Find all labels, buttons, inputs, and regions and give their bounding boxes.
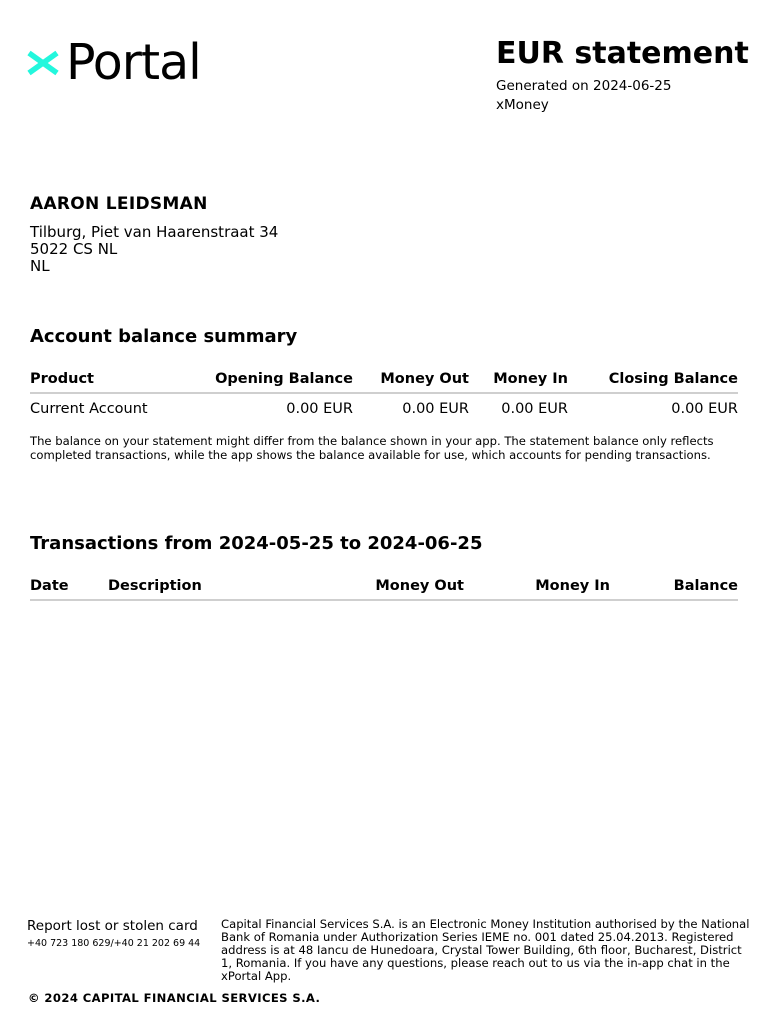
- lost-card-label: Report lost or stolen card: [27, 918, 198, 934]
- column-header: Money In: [469, 366, 568, 393]
- column-header: Closing Balance: [568, 366, 738, 393]
- balance-note: The balance on your statement might differ from the balance shown in your app. The statement balance only reflects completed transactions, while the app shows the balance available for use, which accounts for pending transactions.: [30, 434, 714, 462]
- column-header: Money Out: [353, 366, 469, 393]
- statement-title: EUR statement: [496, 36, 749, 71]
- address-line: NL: [30, 257, 50, 275]
- table-header-row: [30, 366, 738, 393]
- column-header: Product: [30, 366, 180, 393]
- issuer-name: xMoney: [496, 97, 549, 113]
- generated-date: Generated on 2024-06-25: [496, 78, 672, 94]
- closing-balance-cell: 0.00 EUR: [671, 401, 738, 417]
- money-in-cell: 0.00 EUR: [501, 401, 568, 417]
- copyright: © 2024 CAPITAL FINANCIAL SERVICES S.A.: [28, 991, 321, 1005]
- transactions-title: Transactions from 2024-05-25 to 2024-06-25: [30, 533, 483, 554]
- legal-disclaimer: Capital Financial Services S.A. is an Electronic Money Institution authorised by the National Bank of Romania under Authorization Series IEME no. 001 dated 25.04.2013. Registered address is at 48 Iancu de Hunedoara, Crystal Tower Building, 6th floor, Bucharest, District 1, Romania. If you have any questions, please reach out to us via the in-app chat in the xPortal App.: [221, 917, 750, 983]
- product-cell: Current Account: [30, 401, 148, 417]
- support-phone: +40 723 180 629/+40 21 202 69 44: [27, 938, 201, 949]
- balance-summary-table: [30, 366, 738, 424]
- table-row: [30, 393, 738, 424]
- address-line: 5022 CS NL: [30, 240, 118, 258]
- x-logo-icon: [26, 49, 60, 77]
- transactions-table: [30, 573, 738, 601]
- lost-card-block: [27, 918, 212, 949]
- logo-wordmark: Portal: [66, 34, 201, 91]
- money-out-cell: 0.00 EUR: [402, 401, 469, 417]
- xportal-logo: [26, 34, 201, 91]
- column-header: Description: [108, 573, 288, 600]
- recipient-block: [30, 194, 278, 275]
- column-header: Date: [30, 573, 108, 600]
- column-header: Opening Balance: [180, 366, 353, 393]
- table-header-row: [30, 573, 738, 600]
- column-header: Money In: [464, 573, 610, 600]
- opening-balance-cell: 0.00 EUR: [286, 401, 353, 417]
- column-header: Balance: [610, 573, 738, 600]
- statement-header: [496, 36, 749, 115]
- column-header: Money Out: [288, 573, 464, 600]
- address-line: Tilburg, Piet van Haarenstraat 34: [30, 223, 279, 241]
- recipient-name: AARON LEIDSMAN: [30, 194, 208, 214]
- summary-title: Account balance summary: [30, 326, 298, 347]
